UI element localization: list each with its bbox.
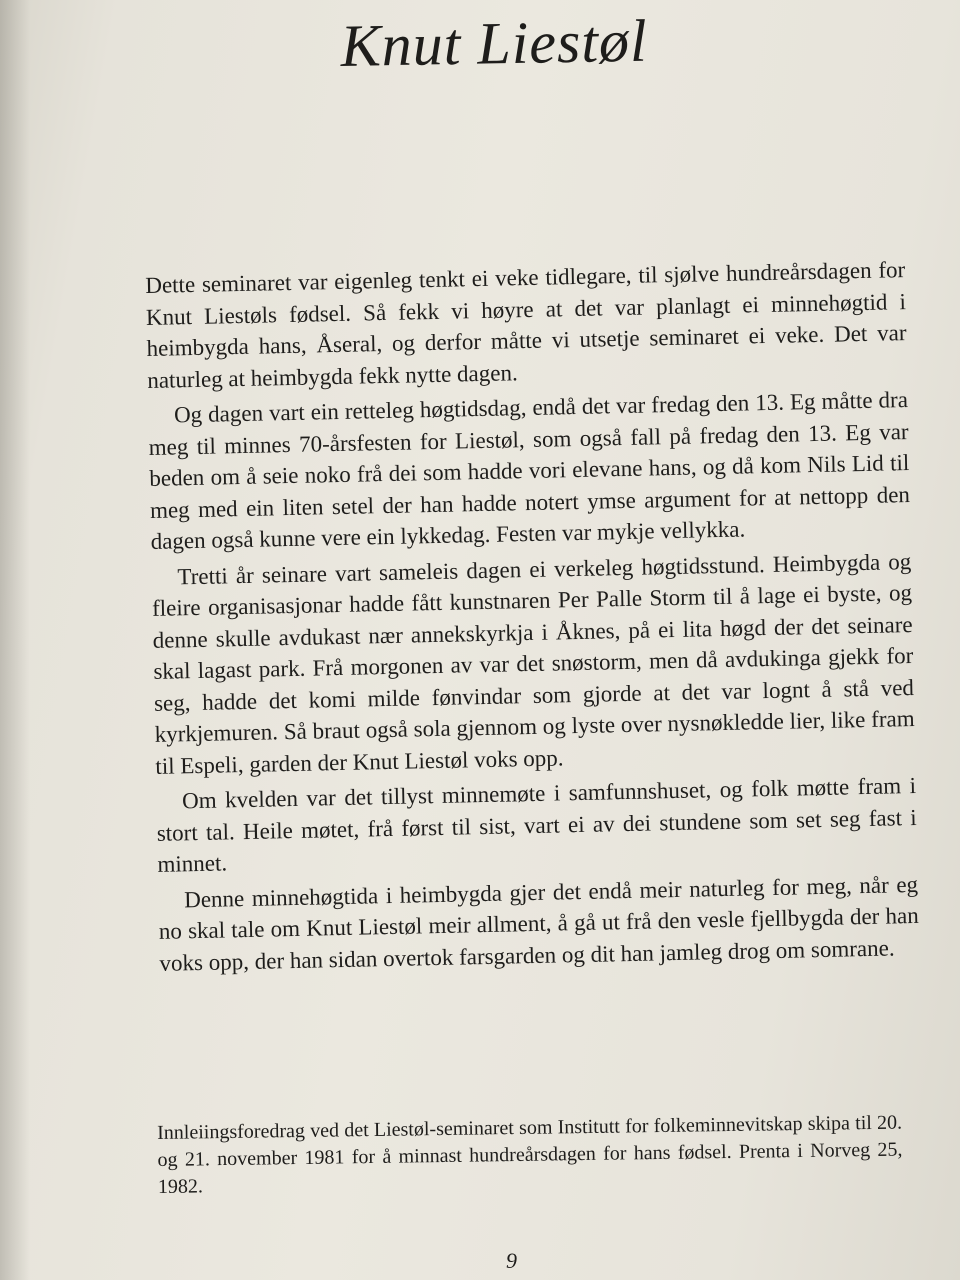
paragraph-3: Tretti år seinare vart sameleis dagen ei verkeleg høgtidsstund. Heimbygda og fleire organisasjonar hadde fått kunstnaren Per Palle Storm til å lage ei byste, og denne skulle avdukast nær annekskyrkja i Åknes, på ei lita høgd der det seinare skal lagast park. Frå morgonen av var det snøstorm, men då avdukinga gjekk for seg, hadde det komi milde fønvindar som gjorde at det var lognt å stå ved kyrkjemuren. Så braut også sola gjennom og lyste over nysnøkledde lier, like fram til Espeli, garden der Knut Liestøl voks opp. [151, 548, 915, 779]
paragraph-4: Om kvelden var det tillyst minnemøte i samfunnshuset, og folk møtte fram i stort tal. Heile møtet, frå først til sist, vart ei av dei stundene som set seg fast i minnet. [156, 772, 917, 877]
footnote: Innleiingsforedrag ved det Liestøl-seminaret som Institutt for folkeminnevitskap skipa til 20. og 21. november 1981 for å minnast hundreårsdagen for hans fødsel. Prenta i Norveg 25, 1982. [157, 1111, 903, 1198]
paragraph-2: Og dagen vart ein retteleg høgtidsdag, endå det var fredag den 13. Eg måtte dra meg til minnes 70-årsfesten for Liestøl, som også fall på fredag den 13. Eg var beden om å seie noko frå dei som hadde vori elevane hans, og då kom Nils Lid til meg med ein liten setel der han hadde notert ymse argument for at nettopp den dagen også kunne vere ein lykkedag. Festen var mykje vellykka. [148, 387, 911, 554]
spine-shadow [0, 0, 30, 1280]
paragraph-5: Denne minnehøgtida i heimbygda gjer det endå meir naturleg for meg, når eg no skal tale om Knut Liestøl meir allment, å gå ut frå den vesle fjellbygda der han voks opp, der han sidan overtok farsgarden og dit han jamleg drog om somrane. [158, 871, 919, 976]
paragraph-1: Dette seminaret var eigenleg tenkt ei veke tidlegare, til sjølve hundreårsdagen for Knut Liestøls fødsel. Så fekk vi høyre at det var planlagt ei minnehøgtid i heimbygda hans, Åseral, og derfor måtte vi utsetje seminaret ei veke. Det var naturleg at heimbygda fekk nytte dagen. [145, 257, 907, 393]
page-number: 9 [506, 1248, 517, 1273]
body-text [145, 254, 920, 979]
chapter-title: Knut Liestøl [340, 7, 649, 79]
